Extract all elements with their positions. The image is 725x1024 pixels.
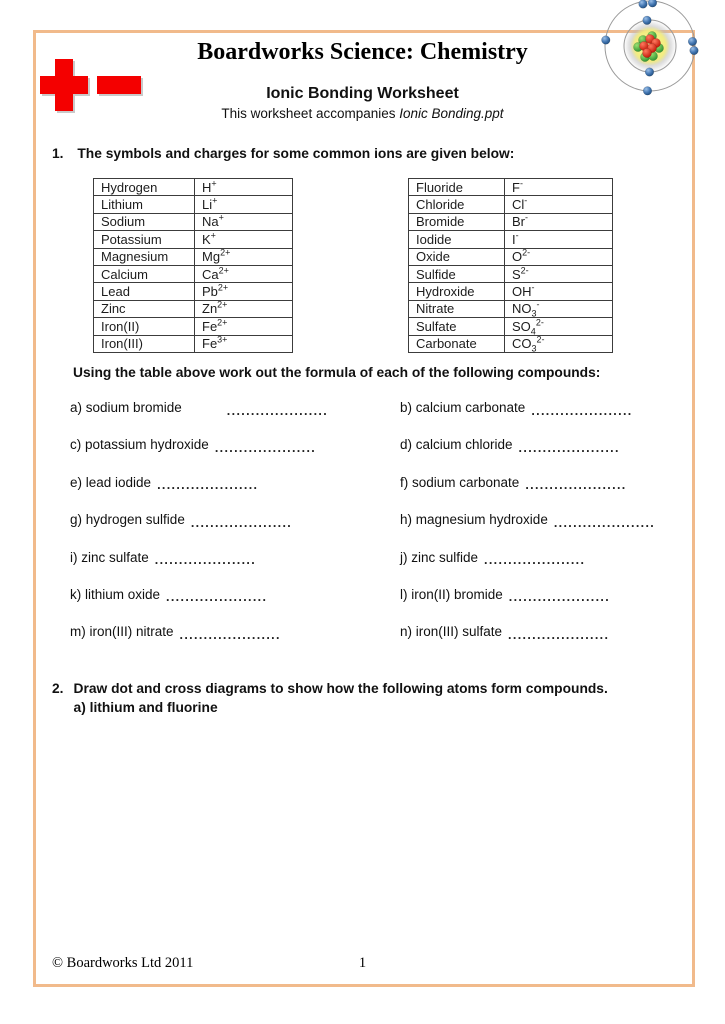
ion-formula: $Pb^{2+}$: [195, 283, 293, 300]
question-label: i) zinc sulfate: [70, 549, 149, 565]
ion-table-row: [409, 196, 613, 213]
question-item: [400, 550, 670, 568]
footer-copyright: © Boardworks Ltd 2011: [52, 955, 194, 971]
ion-table-row: [94, 283, 293, 300]
ion-formula: OH-: [505, 283, 613, 300]
question-label: j) zinc sulfide: [400, 549, 479, 565]
ion-formula: $Ca^{2+}$: [195, 265, 293, 282]
ion-name: Iron(III): [94, 335, 195, 352]
answer-dotted-line: .....................: [157, 478, 259, 493]
question-item: [70, 475, 400, 493]
ion-name: Hydroxide: [409, 283, 505, 300]
answer-dotted-line: .....................: [226, 403, 329, 418]
ion-name: Sodium: [94, 213, 195, 230]
question-1-number: 1.: [52, 146, 64, 161]
question-item: [400, 512, 670, 530]
question-item: [400, 400, 670, 418]
ion-formula: Br-: [505, 213, 613, 230]
question-item: [400, 475, 670, 493]
ion-formula: I-: [505, 231, 613, 248]
ion-formula: $CO_3^{2-}$: [505, 335, 613, 352]
question-row: [70, 624, 670, 661]
answer-dotted-line: .....................: [508, 590, 611, 605]
page-title: Boardworks Science: Chemistry: [197, 39, 528, 65]
ion-name: Oxide: [409, 248, 505, 265]
ion-table-row: [409, 248, 613, 265]
ion-formula: Cl-: [505, 196, 613, 213]
answer-dotted-line: .....................: [518, 440, 620, 455]
ion-name: Potassium: [94, 231, 195, 248]
ion-table-row: [94, 179, 293, 196]
question-2-heading: [52, 679, 608, 717]
question-item: [70, 437, 400, 455]
ion-formula: F-: [505, 179, 613, 196]
ion-name: Lead: [94, 283, 195, 300]
question-label: k) lithium oxide: [70, 586, 161, 602]
ion-formula: $O^{2-}$: [505, 248, 613, 265]
ion-table-row: [409, 179, 613, 196]
ion-name: Chloride: [409, 196, 505, 213]
question-item: [70, 512, 400, 530]
ion-name: Nitrate: [409, 300, 505, 317]
answer-dotted-line: .....................: [484, 553, 586, 568]
ion-name: Sulfide: [409, 265, 505, 282]
ion-formula: $Fe^{2+}$: [195, 318, 293, 335]
ion-table-row: [409, 335, 613, 352]
ion-table-row: [94, 335, 293, 352]
question-label: b) calcium carbonate: [400, 400, 526, 415]
answer-dotted-line: .....................: [190, 515, 293, 530]
question-row: [70, 512, 670, 549]
ion-formula: $S^{2-}$: [505, 265, 613, 282]
question-item: [400, 587, 670, 605]
question-row: [70, 400, 670, 437]
ion-formula: K+: [195, 231, 293, 248]
ion-table-row: [409, 213, 613, 230]
answer-dotted-line: .....................: [508, 627, 610, 642]
question-1-heading: [52, 146, 514, 161]
ion-name: Calcium: [94, 265, 195, 282]
ion-name: Sulfate: [409, 318, 505, 335]
question-item: [70, 400, 400, 418]
question-label: g) hydrogen sulfide: [70, 512, 185, 528]
ion-name: Hydrogen: [94, 179, 195, 196]
question-item: [70, 550, 400, 568]
question-label: n) iron(III) sulfate: [400, 624, 503, 640]
ion-name: Zinc: [94, 300, 195, 317]
question-label: l) iron(II) bromide: [400, 586, 503, 602]
question-label: m) iron(III) nitrate: [70, 624, 174, 640]
question-2a-text: a) lithium and fluorine: [73, 700, 218, 715]
question-1-text: The symbols and charges for some common ions are given below:: [77, 146, 515, 161]
ion-name: Bromide: [409, 213, 505, 230]
ion-table-cations: [93, 178, 293, 353]
question-label: f) sodium carbonate: [400, 474, 520, 490]
question-item: [70, 587, 400, 605]
ion-table-anions: [408, 178, 613, 353]
accompany-filename: Ionic Bonding.ppt: [399, 106, 504, 121]
ion-formula: Na+: [195, 213, 293, 230]
question-item: [400, 624, 670, 642]
answer-dotted-line: .....................: [179, 627, 281, 642]
question-item: [70, 624, 400, 642]
answer-dotted-line: .....................: [553, 515, 656, 530]
ion-table-row: [409, 318, 613, 335]
question-label: a) sodium bromide: [70, 400, 182, 415]
ion-table-row: [409, 265, 613, 282]
ion-name: Fluoride: [409, 179, 505, 196]
footer-page-number: 1: [358, 955, 367, 971]
ion-table-row: [94, 318, 293, 335]
answer-dotted-line: .....................: [154, 553, 257, 568]
answer-dotted-line: .....................: [531, 403, 633, 418]
ion-table-row: [409, 283, 613, 300]
ion-name: Carbonate: [409, 335, 505, 352]
ion-name: Magnesium: [94, 248, 195, 265]
question-item: [400, 437, 670, 455]
ion-table-row: [94, 248, 293, 265]
ion-formula: $SO_4^{2-}$: [505, 318, 613, 335]
ion-table-row: [94, 265, 293, 282]
question-row: [70, 475, 670, 512]
answer-dotted-line: .....................: [214, 440, 317, 455]
ion-table-row: [94, 231, 293, 248]
question-row: [70, 437, 670, 474]
question-label: c) potassium hydroxide: [70, 437, 209, 453]
answer-dotted-line: .....................: [166, 590, 268, 605]
accompany-text: This worksheet accompanies: [221, 106, 400, 121]
ion-formula: $Fe^{3+}$: [195, 335, 293, 352]
ion-table-row: [94, 196, 293, 213]
ion-formula: $Zn^{2+}$: [195, 300, 293, 317]
ion-name: Iodide: [409, 231, 505, 248]
ion-formula: $NO_3^-$: [505, 300, 613, 317]
question-label: d) calcium chloride: [400, 437, 513, 453]
question-label: h) magnesium hydroxide: [400, 512, 548, 528]
answer-dotted-line: .....................: [525, 478, 627, 493]
ion-table-row: [94, 213, 293, 230]
ion-formula: H+: [195, 179, 293, 196]
worksheet-title: Ionic Bonding Worksheet: [266, 85, 459, 102]
question-row: [70, 550, 670, 587]
question-2-number: 2.: [52, 681, 64, 696]
ion-formula: Li+: [195, 196, 293, 213]
compound-questions: [70, 400, 670, 662]
question-row: [70, 587, 670, 624]
formula-instruction: Using the table above work out the formula of each of the following compounds:: [73, 365, 601, 380]
ion-table-row: [94, 300, 293, 317]
worksheet-subtitle: [0, 106, 725, 121]
ion-name: Lithium: [94, 196, 195, 213]
ion-table-row: [409, 231, 613, 248]
question-label: e) lead iodide: [70, 474, 152, 490]
question-2-text: Draw dot and cross diagrams to show how the following atoms form compounds.: [73, 681, 608, 696]
ion-table-row: [409, 300, 613, 317]
ion-name: Iron(II): [94, 318, 195, 335]
ion-formula: $Mg^{2+}$: [195, 248, 293, 265]
